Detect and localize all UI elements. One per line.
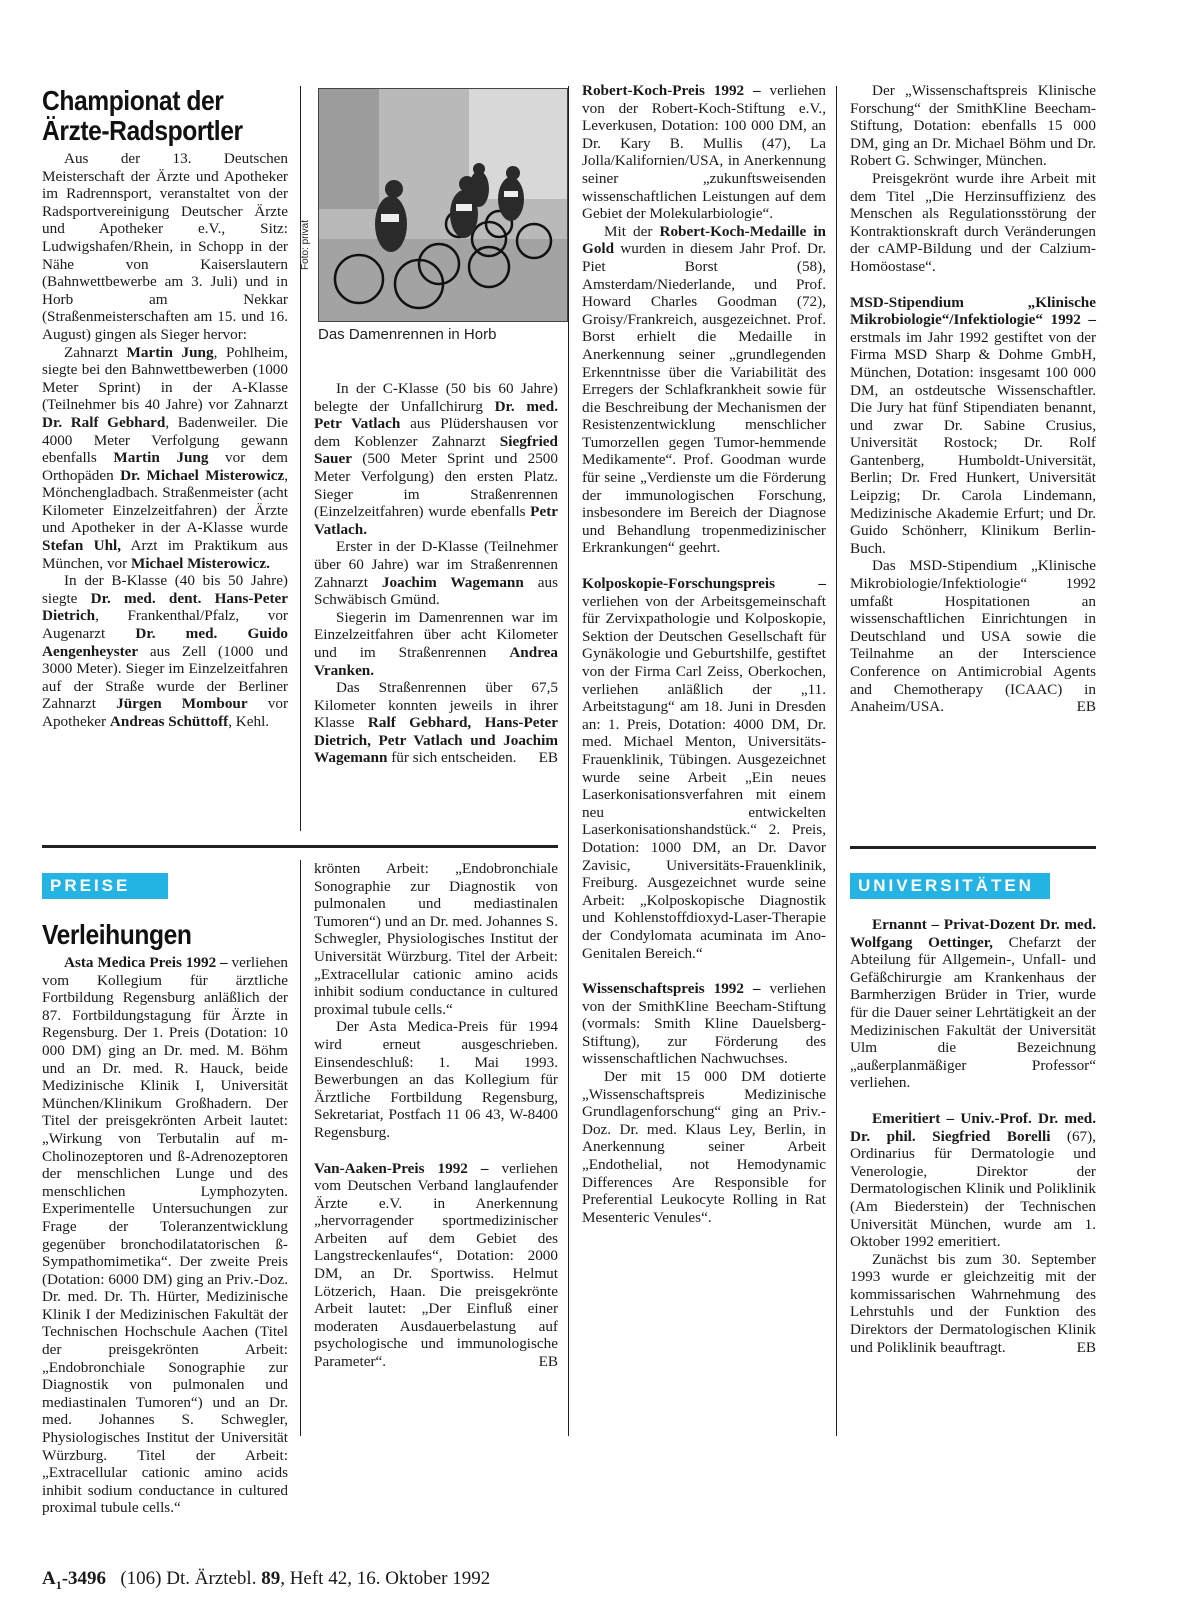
paragraph: Erster in der D-Klasse (Teilnehmer über 60 Jahre) war im Straßenrennen Zahnarzt Joachim Wagemann aus Schwäbisch Gmünd.: [314, 538, 559, 609]
preise-col2: [314, 860, 558, 1371]
paragraph: Siegerin im Damenrennen war im Einzelzeitfahren über acht Kilometer und im Straßenrennen Andrea Vranken.: [314, 608, 558, 679]
paragraph: Robert-Koch-Preis 1992 – verliehen von der Robert-Koch-Stiftung e.V., Leverkusen, Dotation: 100 000 DM, an Dr. Kary B. Mullis (47), La Jolla/Kalifornien/USA, in Anerkennung seiner „zukunftsweisenden wissenschaftlichen Leistungen auf dem Gebiet der Molekularbiologie“.: [582, 82, 826, 223]
author-sign: EB: [1076, 698, 1096, 716]
paragraph: Ernannt – Privat-Dozent Dr. med. Wolfgang Oettinger, Chefarzt der Abteilung für Allgemein-, Unfall- und Gefäßchirurgie am Krankenhaus der Barmherzigen Brüder in Trier, wurde für die Dauer seiner Lehrtätigkeit an der Medizinischen Fakultät der Universität Ulm die Bezeichnung „außerplanmäßiger Professor“ verliehen.: [850, 916, 1096, 1092]
paragraph: Mit der Robert-Koch-Medaille in Gold wurden in diesem Jahr Prof. Dr. Piet Borst (58), Amsterdam/Niederlande, und Prof. Howard Charles Goodman (72), Groisy/Frankreich, ausgezeichnet. Prof. Borst erhielt die Medaille in Anerkennung seiner „grundlegenden Erkenntnisse über die Variabilität des Erregers der Schlafkrankheit sowie für die Beschreibung der Mechanismen der Resistenzentwicklung menschlicher Tumorzellen gegen Tumor-hemmende Medikamente“. Prof. Goodman wurde für seine „Verdienste um die Förderung der immunologischen Forschung, insbesondere im Bereich der Diagnose und Behandlung tropenmedizinischer Erkrankungen“ geehrt.: [582, 222, 826, 557]
paragraph: In der B-Klasse (40 bis 50 Jahre) siegte Dr. med. dent. Hans-Peter Dietrich, Frankenthal/Pfalz, vor Augenarzt Dr. med. Guido Aengenheyster aus Zell (1000 und 3000 Meter). Sieger im Einzelzeitfahren auf der Straße wurde der Berliner Zahnarzt Jürgen Mombour vor Apotheker Andreas Schüttoff, Kehl.: [42, 572, 289, 730]
paragraph: Aus der 13. Deutschen Meisterschaft der Ärzte und Apotheker im Radrennsport, veranstaltet von der Radsportvereinigung Deutscher Ärzte und Apotheker e.V., Sitz: Ludwigshafen/Rhein, in Schopp in der Nähe von Kaiserslautern (Bahnwettbewerbe am 3. Juli) und in Horb am Nekkar (Straßenmeisterschaften am 15. und 16. August) gingen als Sieger hervor:: [42, 150, 288, 343]
preise-col4: [850, 82, 1096, 716]
preise-col1: [42, 920, 288, 1517]
paragraph: Kolposkopie-Forschungspreis – verliehen von der Arbeitsgemeinschaft für Zervixpathologie und Kolposkopie, Sektion der Deutschen Gesellschaft für Gynäkologie und Geburtshilfe, gestiftet von der Firma Carl Zeiss, Oberkochen, verliehen anläßlich der „11. Arbeitstagung“ am 18. Juni in Dresden an: 1. Preis, Dotation: 4000 DM, Dr. med. Michael Menton, Universitäts-Frauenklinik, Tübingen. Ausgezeichnet wurde seine Arbeit „Ein neues Laserkonisationsverfahren mit einem neu entwickelten Laserkonisationshandstück.“ 2. Preis, Dotation: 1000 DM, an Dr. Davor Zavisic, Universitäts-Frauenklinik, Freiburg. Ausgezeichnet wurde seine Arbeit: „Kolposkopische Diagnostik und Kohlenstoffdioxyd-Laser-Therapie der Condylomata acuminata im Ano-Genitalen Bereich.“: [582, 575, 826, 962]
paragraph: Der Asta Medica-Preis für 1994 wird erneut ausgeschrieben. Einsendeschluß: 1. Mai 1993. Bewerbungen an das Kollegium für Ärztliche Fortbildung Regensburg, Sekretariat, Postfach 11 06 43, W-8400 Regensburg.: [314, 1018, 558, 1141]
column-divider: [568, 86, 569, 1436]
paragraph: Emeritiert – Univ.-Prof. Dr. med. Dr. phil. Siegfried Borelli (67), Ordinarius für Dermatologie und Venerologie, Direktor der Dermatologischen Klinik und Poliklinik (Am Biederstein) der Technischen Universität München, wurde am 1. Oktober 1992 emeritiert.: [850, 1109, 1096, 1251]
paragraph: Preisgekrönt wurde ihre Arbeit mit dem Titel „Die Herzinsuffizienz des Menschen als Regulationsstörung der Kontraktionskraft durch Veränderungen der cAMP-Bildung und der Calzium-Homöostase“.: [850, 169, 1096, 275]
column-divider: [300, 860, 301, 1436]
article-championat-col1: [42, 86, 288, 731]
headline-verleihungen: Verleihungen: [42, 919, 192, 950]
section-rule: [850, 846, 1096, 849]
paragraph: Asta Medica Preis 1992 – verliehen vom Kollegium für ärztliche Fortbildung Regensburg anläßlich der 87. Fortbildungstagung für Ärzte in Regensburg. Der 1. Preis (Dotation: 10 000 DM) ging an Dr. med. M. Böhm und an Dr. med. R. Hauck, beide Medizinische Klinik I, Universität München/Klinikum Großhadern. Der Titel der preisgekrönten Arbeit lautet: „Wirkung von Terbutalin auf m-Cholinozeptoren und ß-Adrenozeptoren der menschlichen Lunge und des menschlichen Lymphozyten. Experimentelle Untersuchungen zur Frage der Toleranzentwicklung gegenüber bronchodilatatorischen ß-Sympathomimetika“. Der zweite Preis (Dotation: 6000 DM) ging an Priv.-Doz. Dr. med. Dr. Th. Hürter, Medizinische Klinik I der Medizinischen Fakultät der Technischen Hochschule Aachen (Titel der preisgekrönten Arbeit: „Endobronchiale Sonographie zur Diagnostik von pulmonalen und mediastinalen Tumoren“) und an Dr. med. Johannes S. Schwegler, Physiologisches Institut der Universität Würzburg. Titel der Arbeit: „Extracellular cationic amino acids inhibit sodium conductance in cultured proximal tubule cells.“: [42, 954, 288, 1517]
paragraph: Der „Wissenschaftspreis Klinische Forschung“ der SmithKline Beecham-Stiftung, Dotation: ebenfalls 15 000 DM, ging an Dr. Michael Böhm und Dr. Robert G. Schwinger, München.: [850, 82, 1096, 170]
paragraph: Das MSD-Stipendium „Klinische Mikrobiologie/Infektiologie“ 1992 umfaßt Hospitationen an wissenschaftlichen Einrichtungen in Deutschland und USA sowie die Teilnahme an der Interscience Conference on Antimicrobial Agents and Chemotherapy (ICAAC) in Anaheim/USA. EB: [850, 557, 1096, 716]
cyclists-image: [319, 89, 567, 321]
paragraph: Zahnarzt Martin Jung, Pohlheim, siegte bei den Bahnwettbewerben (1000 Meter Sprint) in der A-Klasse (Teilnehmer bis 40 Jahre) vor Zahnarzt Dr. Ralf Gebhard, Badenweiler. Die 4000 Meter Verfolgung gewann ebenfalls Martin Jung vor dem Orthopäden Dr. Michael Misterowicz, Mönchengladbach. Straßenmeister (acht Kilometer Einzelzeitfahren) der Ärzte und Apotheker in der A-Klasse wurde Stefan Uhl, Arzt im Praktikum aus München, vor Michael Misterowicz.: [42, 343, 288, 572]
article-championat-col2: [314, 380, 558, 767]
paragraph: In der C-Klasse (50 bis 60 Jahre) belegte der Unfallchirurg Dr. med. Petr Vatlach aus Plüdershausen vor dem Koblenzer Zahnarzt Siegfried Sauer (500 Meter Sprint und 2500 Meter Verfolgung) den ersten Platz. Sieger im Straßenrennen (Einzelzeitfahren) wurde ebenfalls Petr Vatlach.: [314, 380, 558, 538]
section-rule: [42, 845, 558, 848]
preise-col3: [582, 82, 826, 1226]
section-band-universitaeten: UNIVERSITÄTEN: [850, 873, 1050, 899]
column-divider: [836, 86, 837, 1436]
universitaeten-col: [850, 916, 1096, 1356]
paragraph: Das Straßenrennen über 67,5 Kilometer konnten jeweils in ihrer Klasse Ralf Gebhard, Hans-Peter Dietrich, Petr Vatlach und Joachim Wagemann für sich entscheiden. EB: [314, 679, 558, 767]
photo-damenrennen: [318, 88, 568, 322]
paragraph: Zunächst bis zum 30. September 1993 wurde er gleichzeitig mit der kommissarischen Wahrnehmung des Lehrstuhls und der Funktion des Direktors der Dermatologischen Klinik und Poliklinik beauftragt. EB: [850, 1250, 1096, 1356]
paragraph-continued: krönten Arbeit: „Endobronchiale Sonographie zur Diagnostik von pulmonalen und mediastinalen Tumoren“) und an Dr. med. Johannes S. Schwegler, Physiologisches Institut der Universität Würzburg. Titel der Arbeit: „Extracellular cationic amino acids inhibit sodium conductance in cultured proximal tubule cells.“: [314, 860, 558, 1018]
page-footer: $A_1-3496$ (106) Dt. Ärztebl. 89, Heft 42, 16. Oktober 1992: [42, 1568, 491, 1592]
paragraph: Der mit 15 000 DM dotierte „Wissenschaftspreis Medizinische Grundlagenforschung“ ging an Priv.-Doz. Dr. med. Klaus Ley, Berlin, in Anerkennung seiner Arbeit „Endothelial, not Hemodynamic Differences Are Responsible for Preferential Leukocyte Rolling in Rat Mesenteric Venules“.: [582, 1068, 826, 1226]
author-sign: EB: [538, 1353, 558, 1371]
paragraph: Wissenschaftspreis 1992 – verliehen von der SmithKline Beecham-Stiftung (vormals: Smith Kline Dauelsberg-Stiftung), zur Förderung des wissenschaftlichen Nachwuchses.: [582, 980, 826, 1068]
photo-credit: Foto: privat: [300, 219, 311, 270]
section-band-preise: PREISE: [42, 873, 168, 899]
author-sign: EB: [538, 749, 558, 767]
paragraph: MSD-Stipendium „Klinische Mikrobiologie“/Infektiologie“ 1992 – erstmals im Jahr 1992 gestiftet von der Firma MSD Sharp & Dohme GmbH, München, Dotation: insgesamt 100 000 DM, an ostdeutsche Wissenschaftler. Die Jury hat fünf Stipendiaten benannt, und zwar Dr. Sabine Crusius, Universität Rostock; Dr. Rolf Gantenberg, Humboldt-Universität, Berlin; Dr. Fred Hunkert, Universität Leipzig; Dr. Carola Lindemann, Medizinische Akademie Erfurt; und Dr. Guido Schönherr, Klinikum Berlin-Buch.: [850, 293, 1096, 557]
photo-caption: Das Damenrennen in Horb: [318, 326, 497, 343]
headline-championat: Championat der Ärzte-Radsportler: [42, 85, 243, 146]
author-sign: EB: [1076, 1338, 1096, 1356]
column-divider: [300, 86, 301, 831]
paragraph: Van-Aaken-Preis 1992 – verliehen vom Deutschen Verband langlaufender Ärzte e.V. in Anerkennung „hervorragender sportmedizinischer Arbeiten auf dem Gebiet des Langstreckenlaufes“, Dotation: 2000 DM, an Dr. Sportwiss. Helmut Lötzerich, Haan. Die preisgekrönte Arbeit lautet: „Der Einfluß einer moderaten Ausdauerbelastung auf psychologische und immunologische Parameter“. EB: [314, 1159, 558, 1371]
